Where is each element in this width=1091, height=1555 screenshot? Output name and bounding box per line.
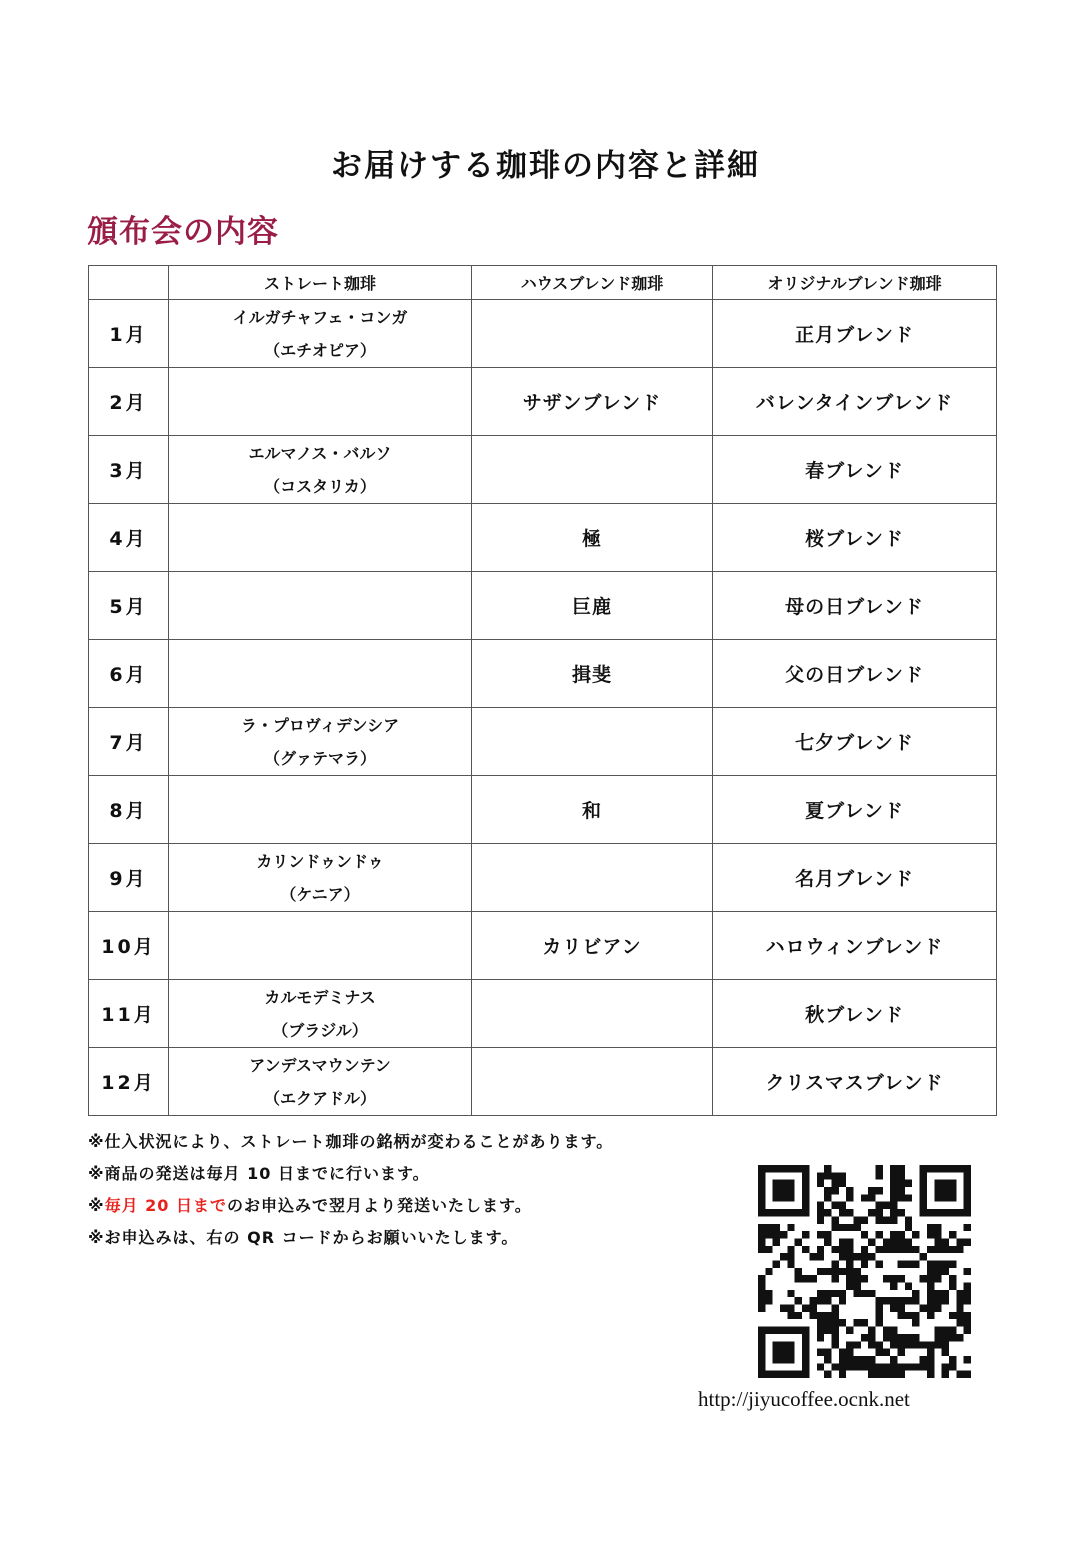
- table-row: [89, 708, 997, 776]
- straight-coffee-cell: [169, 844, 472, 912]
- section-title: 頒布会の内容: [87, 214, 279, 250]
- original-blend-cell: 父の日ブレンド: [713, 640, 997, 708]
- straight-coffee-cell: [169, 436, 472, 504]
- month-cell: 3月: [89, 436, 169, 504]
- month-cell: 11月: [89, 980, 169, 1048]
- month-cell: 7月: [89, 708, 169, 776]
- table-row: [89, 912, 997, 980]
- straight-coffee-origin: （ブラジル）: [272, 1020, 368, 1040]
- table-row: [89, 300, 997, 368]
- house-blend-cell: [472, 436, 713, 504]
- straight-coffee-origin: （コスタリカ）: [264, 476, 376, 496]
- straight-coffee-origin: （グァテマラ）: [263, 748, 376, 768]
- header-house: ハウスブレンド珈琲: [472, 266, 713, 300]
- page-title: お届けする珈琲の内容と詳細: [331, 148, 760, 184]
- header-month: [89, 266, 169, 300]
- straight-coffee-origin: （ケニア）: [280, 884, 360, 904]
- original-blend-cell: 母の日ブレンド: [713, 572, 997, 640]
- table-row: [89, 844, 997, 912]
- straight-coffee-cell: [169, 300, 472, 368]
- original-blend-cell: 正月ブレンド: [713, 300, 997, 368]
- straight-coffee-cell: [169, 640, 472, 708]
- original-blend-cell: バレンタインブレンド: [713, 368, 997, 436]
- month-cell: 1月: [89, 300, 169, 368]
- house-blend-cell: サザンブレンド: [472, 368, 713, 436]
- original-blend-cell: 夏ブレンド: [713, 776, 997, 844]
- month-cell: 10月: [89, 912, 169, 980]
- house-blend-cell: [472, 844, 713, 912]
- table-row: [89, 436, 997, 504]
- original-blend-cell: 春ブレンド: [713, 436, 997, 504]
- straight-coffee-cell: [169, 504, 472, 572]
- month-cell: 6月: [89, 640, 169, 708]
- table-row: [89, 776, 997, 844]
- table-header-row: [89, 266, 997, 300]
- original-blend-cell: クリスマスブレンド: [713, 1048, 997, 1116]
- straight-coffee-cell: [169, 776, 472, 844]
- original-blend-cell: 桜ブレンド: [713, 504, 997, 572]
- house-blend-cell: 巨鹿: [472, 572, 713, 640]
- note-prefix: ※: [88, 1196, 105, 1215]
- original-blend-cell: 名月ブレンド: [713, 844, 997, 912]
- straight-coffee-name: アンデスマウンテン: [249, 1055, 391, 1075]
- original-blend-cell: ハロウィンブレンド: [713, 912, 997, 980]
- month-cell: 8月: [89, 776, 169, 844]
- website-url[interactable]: http://jiyucoffee.ocnk.net: [698, 1387, 910, 1411]
- house-blend-cell: 揖斐: [472, 640, 713, 708]
- notes-list: [88, 1126, 613, 1254]
- house-blend-cell: [472, 708, 713, 776]
- straight-coffee-cell: [169, 980, 472, 1048]
- note-highlight: 毎月 20 日まで: [104, 1196, 227, 1215]
- month-cell: 2月: [89, 368, 169, 436]
- straight-coffee-origin: （エチオピア）: [264, 340, 376, 360]
- straight-coffee-origin: （エクアドル）: [263, 1088, 376, 1108]
- table-row: [89, 640, 997, 708]
- straight-coffee-name: ラ・プロヴィデンシア: [240, 715, 400, 735]
- straight-coffee-name: エルマノス・バルソ: [248, 443, 392, 463]
- header-original: オリジナルブレンド珈琲: [713, 266, 997, 300]
- original-blend-cell: 七夕ブレンド: [713, 708, 997, 776]
- note-item: ※仕入状況により、ストレート珈琲の銘柄が変わることがあります。: [88, 1132, 614, 1151]
- house-blend-cell: [472, 980, 713, 1048]
- original-blend-cell: 秋ブレンド: [713, 980, 997, 1048]
- month-cell: 5月: [89, 572, 169, 640]
- house-blend-cell: 和: [472, 776, 713, 844]
- month-cell: 12月: [89, 1048, 169, 1116]
- house-blend-cell: [472, 1048, 713, 1116]
- note-suffix: のお申込みで翌月より発送いたします。: [226, 1196, 532, 1215]
- straight-coffee-cell: [169, 912, 472, 980]
- straight-coffee-name: イルガチャフェ・コンガ: [232, 307, 408, 327]
- note-item: ※商品の発送は毎月 10 日までに行います。: [88, 1164, 430, 1183]
- table-row: [89, 368, 997, 436]
- subscription-table: [88, 265, 997, 1116]
- straight-coffee-name: カリンドゥンドゥ: [256, 851, 384, 871]
- house-blend-cell: カリビアン: [472, 912, 713, 980]
- straight-coffee-cell: [169, 708, 472, 776]
- straight-coffee-name: カルモデミナス: [264, 987, 376, 1007]
- month-cell: 9月: [89, 844, 169, 912]
- straight-coffee-cell: [169, 572, 472, 640]
- straight-coffee-cell: [169, 368, 472, 436]
- qr-code-icon[interactable]: [758, 1165, 971, 1378]
- month-cell: 4月: [89, 504, 169, 572]
- house-blend-cell: [472, 300, 713, 368]
- header-straight: ストレート珈琲: [169, 266, 472, 300]
- table-row: [89, 504, 997, 572]
- table-row: [89, 572, 997, 640]
- note-item: ※お申込みは、右の QR コードからお願いいたします。: [88, 1228, 519, 1247]
- note-item: [88, 1190, 613, 1222]
- table-row: [89, 980, 997, 1048]
- table-row: [89, 1048, 997, 1116]
- house-blend-cell: 極: [472, 504, 713, 572]
- straight-coffee-cell: [169, 1048, 472, 1116]
